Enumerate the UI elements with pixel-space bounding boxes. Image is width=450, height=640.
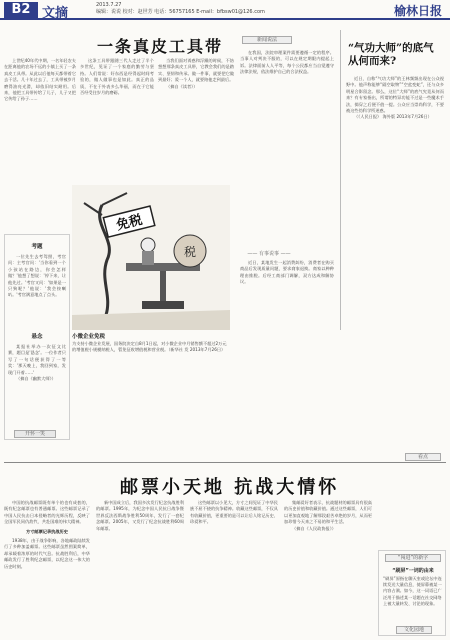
section-title: 文摘 [42, 6, 69, 21]
article-1-col-3: 当我们面对诱惑和浮躁的时候，不妨想想那条真皮工具带，它教会我们的是踏实、坚韧和传承。做一件事，就要把它做到最好；爱一个人，就要陪他走到最后。 （摘自《读者》） [158, 58, 234, 89]
humor-body-1: 一位先生去考驾照，考官问：主考官问：'当你看到一个小孩站在路边，你会怎样做？'他想了想说：'停下来，让他先过。'考官又问：'如果是一只狗呢？'他说：'我会按喇叭。'考官满意地点了点头。 [8, 254, 66, 298]
humor-title-1: 考题 [31, 244, 43, 250]
article-2-subheading: 方寸邮票记录抗战历史 [26, 528, 68, 534]
culture-panel-header: “闯进”的新字 [385, 554, 441, 562]
section-divider [4, 462, 446, 463]
newspaper-name: 榆林日报 [393, 4, 442, 18]
cartoon-sign-text: 免税 [115, 212, 144, 234]
article-2-col-3: 这些邮票以小见大，方寸之间见证了中华民族不屈不挠的抗争精神。收藏这些邮票，不仅具有收藏价值，更重要的是可以让后人铭记历史、珍爱和平。 [190, 500, 278, 525]
law-column-separator: —— 有事说事 —— [247, 251, 291, 257]
law-column-tag: 新闻说法 [242, 36, 292, 44]
page-masthead [0, 0, 450, 20]
article-2-title: 邮票小天地 抗战大情怀 [120, 477, 340, 498]
page-number-badge: B2 [4, 2, 38, 18]
humor-title-2: 悬念 [31, 334, 43, 340]
cartoon-caption-body: 为支持小微企业发展，国务院决定自8月1日起，对小微企业中月销售额不超过2万元的增值税小规模纳税人，暂免征收增值税和营业税。（新华社 发 2013年7月26日） [72, 341, 227, 353]
culture-panel-body: “刷屏”原指在聊天室或论坛中连续发送大量信息，使屏幕被某一内容占满。如今，这一词语已广泛用于描述某一话题在社交网络上被大量转发、讨论的现象。 [383, 576, 442, 606]
humor-box [4, 234, 70, 440]
masthead-meta [96, 2, 265, 16]
issue-date: 2013.7.27 [96, 2, 122, 8]
cartoon-illustration [72, 185, 230, 330]
humor-tag: 开怀一笑 [14, 430, 56, 438]
article-2-col-1: 中国的抗战邮票既有单个的也有成套的，既有纪念邮票也有普通邮票。这些邮票记录了中国人民抗击日本侵略者的光辉历程，反映了全国军民同仇敌忾、共赴国难的伟大精神。 方寸邮票记录抗战历史 1938年，由于战争影响，各地邮政陆续发行了多种加盖邮票。这些邮票虽然图案简单，却承载着浓厚的时代气息。抗战胜利后，中华邮政发行了胜利纪念邮票，以纪念这一伟大的历史时刻。 [4, 500, 90, 569]
article-2-col-2: 新中国成立后，我国多次发行纪念抗战胜利的邮票。1995年，为纪念中国人民抗日战争暨世界反法西斯战争胜利50周年，发行了一套纪念邮票。2005年，又发行了纪念抗战胜利60周年邮票。 [96, 500, 184, 531]
humor-body-2: 某报社举办一次征文比赛，题目是'悬念'。一位作者只写了一句话便获得了一等奖：'那天晚上，我回到家，发现门开着……' （摘自《幽默大师》） [8, 344, 66, 382]
tax-exemption-cartoon [72, 185, 230, 330]
culture-tag: 文化园地 [396, 626, 432, 634]
article-2-col-4: 集邮爱好者表示，抗战题材的邮票具有很高的历史价值和收藏价值。通过这些邮票，人们可以更加直观地了解那段艰苦卓绝的岁月，从而更加珍惜今天来之不易的和平生活。 （摘自《人民政协报》） [284, 500, 372, 531]
article-1-title: 一条真皮工具带 [96, 37, 223, 56]
law-column-body: 在我国，法院审理案件需要遵循一定的程序。当事人对判决不服的，可以在规定期限内提起上诉。法律面前人人平等，每个公民都应当自觉遵守法律法规，依法维护自己的合法权益。 [240, 50, 334, 75]
right-article-body: 近日，自称“气功大师”的王林频频出现在公众视野中。他声称能够“隔空取物”“空盆变蛇”，还与众多明星合影留念。那么，这位“大师”的底气究竟从何而来？有专家指出，所谓的特异功能不过是一些魔术手法，揭穿之后便不值一提。公众应当崇尚科学，不要被这些伪科学所迷惑。 （《人民日报》 海外版 2013年7月26日） [346, 76, 444, 120]
column-divider [340, 30, 341, 330]
culture-panel [378, 550, 446, 636]
cartoon-bag-label: 税 [183, 245, 197, 259]
law-column-body-2: 近日，某地发生一起消费纠纷，消费者在购买商品后发现质量问题，要求商家退换。商家以种种理由推脱。后经工商部门调解，双方达成和解协议。 [240, 260, 334, 285]
right-article-tag: 看点 [405, 453, 441, 461]
cartoon-caption: 小微企业免税 [72, 334, 106, 340]
article-1-col-2: 这条工具带跟随三代人走过了半个多世纪，见证了一个家庭的勤劳与坚持。人们常说：好东西是经得起时间考验的，做人做事也是如此。真正的品质，不在于外表多么华丽，而在于它能否经受住岁月的磨砺。 [80, 58, 154, 96]
right-article-title: “气功大师”的底气从何而来? [348, 42, 434, 67]
culture-panel-title: “刷屏”一词的由来 [392, 568, 434, 574]
editor-contact: 编辑：说说 校对：赵世芳 电话：56757165 E-mail：bfbsw01@126.com [96, 9, 265, 15]
article-1-col-1: 上世纪40年代中期，一名年轻农夫在距离他的农场不远的小镇上买了一条真皮工具带。从此以后他每天都带着它去干活。几十年过去了，工具带被岁月磨得油亮光滑，却依旧结实耐用。后来，他把工具带传给了儿子，儿子又把它传给了孙子…… [4, 58, 76, 102]
